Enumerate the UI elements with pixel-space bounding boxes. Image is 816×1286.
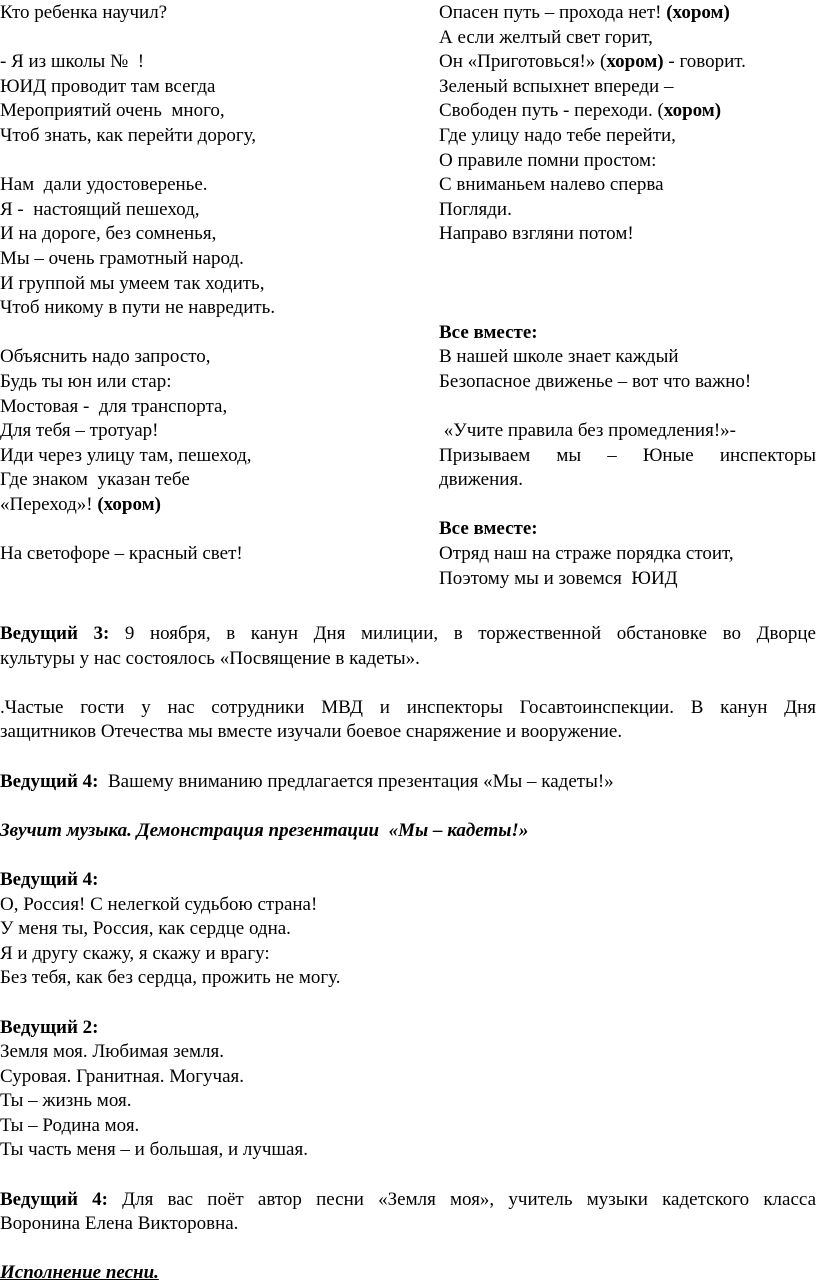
- poem-line: ЮИД проводит там всегда: [0, 75, 216, 97]
- paragraph-line: [0, 1188, 816, 1213]
- poem-line-with-chorus: [439, 99, 816, 124]
- spacer: [439, 493, 816, 518]
- poem-line-text: - говорит.: [663, 51, 746, 73]
- spacer: [439, 395, 816, 420]
- spacer: [0, 1237, 816, 1262]
- spacer: [0, 1163, 816, 1188]
- paragraph-line: .Частые гости у нас сотрудники МВД и инспекторы Госавтоинспекции. В канун Дня: [0, 696, 816, 718]
- poem-line: С вниманьем налево сперва: [439, 174, 664, 196]
- paragraph-line: культуры у нас состоялось «Посвящение в кадеты».: [0, 647, 420, 669]
- chorus-marker: хором): [606, 51, 664, 73]
- spacer: [439, 247, 816, 272]
- poem-line: Иди через улицу там, пешеход,: [0, 444, 252, 466]
- poem-line: [0, 149, 420, 174]
- poem-line: О правиле помни простом:: [439, 149, 657, 171]
- spacer: [439, 272, 816, 297]
- poem-line: Кто ребенка научил?: [0, 2, 168, 23]
- verse-line: Я и другу скажу, я скажу и врагу:: [0, 942, 270, 964]
- paragraph-guests: [0, 696, 816, 745]
- verse-line: Ты – жизнь моя.: [0, 1090, 132, 1112]
- paragraph-song-intro: [0, 1188, 816, 1237]
- paragraph-text: Вашему вниманию предлагается презентация «Мы – кадеты!»: [98, 770, 614, 792]
- verse-line: Ты часть меня – и большая, и лучшая.: [0, 1139, 308, 1161]
- poem-line-text: Он «Приготовься!» (: [439, 51, 607, 73]
- poem-line-with-chorus: [439, 1, 816, 26]
- paragraph-host4-presentation: [0, 770, 816, 795]
- left-poem-column: [0, 1, 420, 567]
- chorus-marker: (хором): [97, 493, 161, 515]
- poem-line: Где знаком указан тебе: [0, 469, 190, 491]
- speaker-label: Ведущий 4:: [0, 868, 99, 890]
- speaker-label: Ведущий 2:: [0, 1016, 99, 1038]
- poem-line: Поэтому мы и зовемся ЮИД: [439, 567, 678, 589]
- poem-line: «Учите правила без промедления!»-: [439, 420, 736, 442]
- stage-direction-song: Исполнение песни.: [0, 1262, 159, 1284]
- poem-line: [0, 321, 420, 346]
- poem-line: На светофоре – красный свет!: [0, 543, 243, 565]
- poem-line: А если желтый свет горит,: [439, 26, 653, 48]
- poem-line: Я - настоящий пешеход,: [0, 198, 200, 220]
- right-poem-column: [439, 1, 816, 591]
- poem-line: Мы – очень грамотный народ.: [0, 247, 244, 269]
- poem-line-justified: Призываем мы – Юные инспекторы: [439, 444, 816, 466]
- speaker-label: Ведущий 3:: [0, 623, 110, 644]
- paragraph-text: Для вас поёт автор песни «Земля моя», учитель музыки кадетского класса: [107, 1188, 816, 1210]
- all-together-label: Все вместе:: [439, 321, 538, 343]
- speaker-label: Ведущий 4:: [0, 770, 99, 792]
- poem-line: [0, 517, 420, 542]
- poem-line: И группой мы умеем так ходить,: [0, 272, 265, 294]
- poem-line: движения.: [439, 469, 523, 491]
- spacer: [0, 671, 816, 696]
- speaker-label: Ведущий 4:: [0, 1188, 108, 1210]
- chorus-marker: хором): [663, 100, 722, 122]
- poem-line: Погляди.: [439, 198, 512, 220]
- verse-line: Ты – Родина моя.: [0, 1114, 140, 1136]
- paragraph-text: 9 ноября, в канун Дня милиции, в торжественной обстановке во Дворце: [109, 623, 816, 644]
- poem-line: Для тебя – тротуар!: [0, 420, 159, 442]
- poem-line-with-chorus: [0, 493, 420, 518]
- poem-line: В нашей школе знает каждый: [439, 346, 679, 368]
- poem-line: Нам дали удостоверенье.: [0, 174, 208, 196]
- poem-line: Отряд наш на страже порядка стоит,: [439, 543, 734, 565]
- verse-line: Без тебя, как без сердца, прожить не могу.: [0, 967, 341, 989]
- spacer: [0, 794, 816, 819]
- poem-line: - Я из школы № !: [0, 51, 145, 73]
- spacer: [439, 296, 816, 321]
- poem-line: Объяснить надо запросто,: [0, 346, 211, 368]
- paragraph-line: защитников Отечества мы вместе изучали боевое снаряжение и вооружение.: [0, 721, 623, 743]
- poem-line: Направо взгляни потом!: [439, 223, 634, 245]
- stage-direction: Звучит музыка. Демонстрация презентации «Мы – кадеты!»: [0, 819, 529, 841]
- script-body: [0, 622, 816, 1286]
- poem-line-text: Опасен путь – прохода нет!: [439, 2, 667, 23]
- chorus-marker: (хором): [666, 2, 730, 23]
- poem-line-with-chorus: [439, 50, 816, 75]
- poem-line: Будь ты юн или стар:: [0, 370, 172, 392]
- all-together-heading: [439, 321, 816, 346]
- poem-line-text: «Переход»!: [0, 493, 98, 515]
- poem-line: Безопасное движенье – вот что важно!: [439, 370, 752, 392]
- poem-line: И на дороге, без сомненья,: [0, 223, 217, 245]
- poem-line: Мероприятий очень много,: [0, 100, 225, 122]
- poem-line: Мостовая - для транспорта,: [0, 395, 228, 417]
- speaker-heading: [0, 1016, 816, 1041]
- spacer: [0, 991, 816, 1016]
- paragraph-line: [0, 622, 816, 647]
- spacer: [0, 745, 816, 770]
- verse-line: Суровая. Гранитная. Могучая.: [0, 1065, 244, 1087]
- spacer: [0, 843, 816, 868]
- paragraph-line: Воронина Елена Викторовна.: [0, 1213, 239, 1235]
- verse-line: О, Россия! С нелегкой судьбою страна!: [0, 893, 318, 915]
- all-together-heading: [439, 517, 816, 542]
- all-together-label: Все вместе:: [439, 518, 538, 540]
- poem-line: Чтоб никому в пути не навредить.: [0, 297, 276, 319]
- paragraph-host3: [0, 622, 816, 671]
- poem-line: Зеленый вспыхнет впереди –: [439, 75, 674, 97]
- verse-line: Земля моя. Любимая земля.: [0, 1041, 225, 1063]
- poem-line-text: Свободен путь - переходи. (: [439, 100, 664, 122]
- poem-line: Чтоб знать, как перейти дорогу,: [0, 124, 256, 146]
- poem-line: [0, 26, 420, 51]
- speaker-heading: [0, 868, 816, 893]
- poem-line: Где улицу надо тебе перейти,: [439, 124, 676, 146]
- verse-line: У меня ты, Россия, как сердце одна.: [0, 918, 291, 940]
